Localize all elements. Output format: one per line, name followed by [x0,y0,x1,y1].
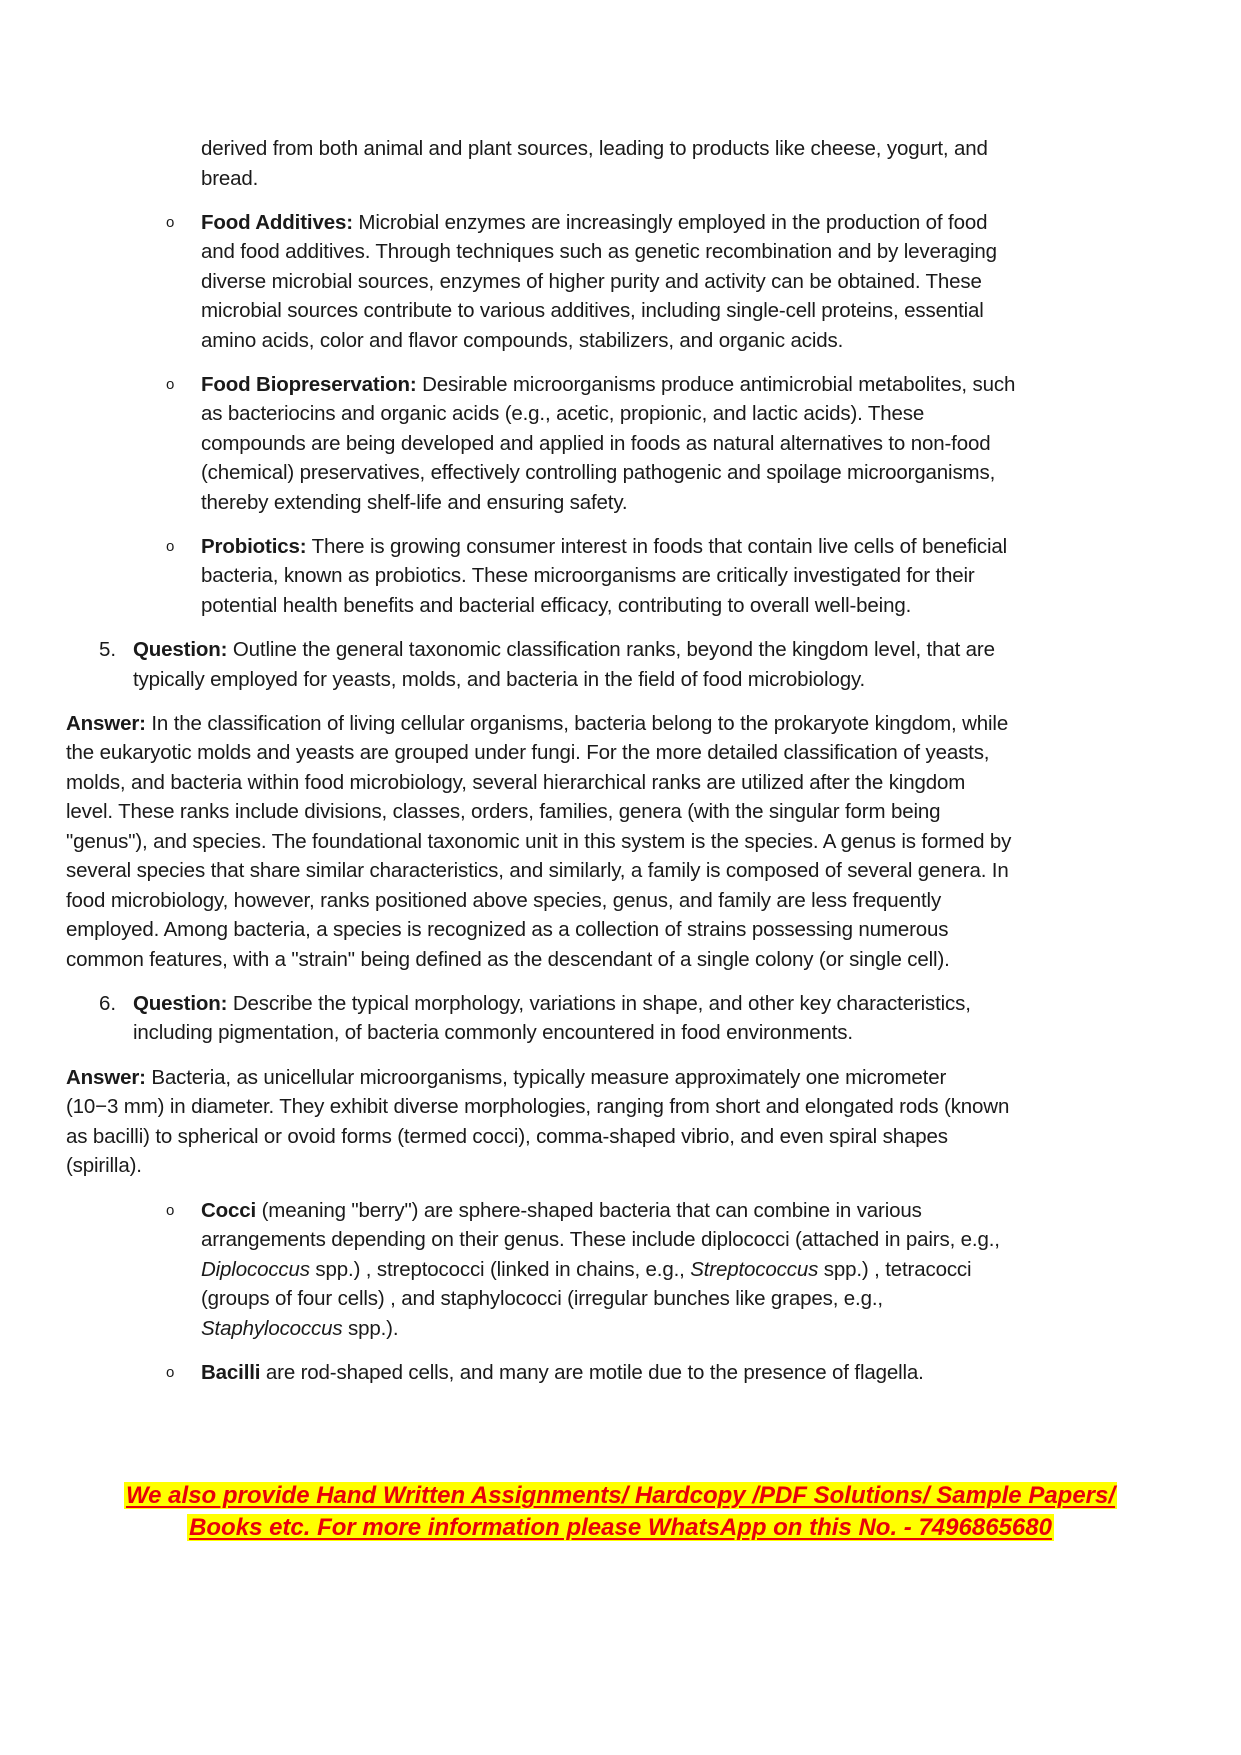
bullet-title: Bacilli [201,1361,261,1384]
footer-promo-line-2: Books etc. For more information please WhatsApp on this No. - 7496865680 [189,1514,1052,1541]
bullet-circle-icon: o [166,1202,175,1219]
bullet-title: Cocci [201,1199,257,1222]
question-number: 6. [99,992,117,1015]
bullet-circle-icon: o [166,376,175,393]
genus-name: Streptococcus [690,1258,819,1281]
answer-line: common features, with a "strain" being defined as the descendant of a single colony (or single cell). [66,948,950,971]
question-6: Question: Describe the typical morphology, variations in shape, and other key characteristics, [133,992,971,1015]
bullet-line: compounds are being developed and applied in foods as natural alternatives to non-food [201,432,991,455]
answer-6: Answer: Bacteria, as unicellular microorganisms, typically measure approximately one micrometer [66,1066,947,1089]
question-number: 5. [99,638,117,661]
bullet-circle-icon: o [166,1364,175,1381]
answer-line: food microbiology, however, ranks positioned above species, genus, and family are less frequently [66,889,942,912]
bullet-line: amino acids, color and flavor compounds, stabilizers, and organic acids. [201,329,844,352]
bullet-circle-icon: o [166,214,175,231]
answer-line: "genus"), and species. The foundational taxonomic unit in this system is the species. A genus is formed by [66,830,1012,853]
answer-line: (spirilla). [66,1154,142,1177]
answer-line: employed. Among bacteria, a species is recognized as a collection of strains possessing numerous [66,918,949,941]
answer-5: Answer: In the classification of living cellular organisms, bacteria belong to the prokaryote kingdom, while [66,712,1009,735]
bullet-line: bacteria, known as probiotics. These microorganisms are critically investigated for their [201,564,975,587]
answer-line: several species that share similar characteristics, and similarly, a family is composed of several genera. In [66,859,1009,882]
bullet-item-cocci: Cocci (meaning "berry") are sphere-shaped bacteria that can combine in various [201,1199,922,1222]
bullet-line: diverse microbial sources, enzymes of higher purity and activity can be obtained. These [201,270,982,293]
footer-promo-line-1: We also provide Hand Written Assignments/ Hardcopy /PDF Solutions/ Sample Papers/ [125,1482,1116,1509]
answer-label: Answer: [66,712,146,735]
answer-line: the eukaryotic molds and yeasts are grouped under fungi. For the more detailed classification of yeasts, [66,741,990,764]
bullet-line: arrangements depending on their genus. These include diplococci (attached in pairs, e.g., [201,1228,1000,1251]
bullet-item-food-additives: Food Additives: Microbial enzymes are increasingly employed in the production of food [201,211,988,234]
bullet-line: (chemical) preservatives, effectively controlling pathogenic and spoilage microorganisms, [201,461,996,484]
answer-line: as bacilli) to spherical or ovoid forms (termed cocci), comma-shaped vibrio, and even spiral shapes [66,1125,948,1148]
bullet-line: microbial sources contribute to various additives, including single-cell proteins, essential [201,299,984,322]
bullet-line: Diplococcus spp.) , streptococci (linked in chains, e.g., Streptococcus spp.) , tetracocci [201,1258,972,1281]
bullet-line: as bacteriocins and organic acids (e.g., acetic, propionic, and lactic acids). These [201,402,925,425]
question-line: including pigmentation, of bacteria commonly encountered in food environments. [133,1021,853,1044]
bullet-item-bacilli: Bacilli are rod-shaped cells, and many are motile due to the presence of flagella. [201,1361,924,1384]
bullet-line: thereby extending shelf-life and ensuring safety. [201,491,628,514]
bullet-title: Food Biopreservation: [201,373,417,396]
bullet-item-food-biopreservation: Food Biopreservation: Desirable microorganisms produce antimicrobial metabolites, such [201,373,1016,396]
bullet-title: Probiotics: [201,535,307,558]
bullet-line: Staphylococcus spp.). [201,1317,399,1340]
answer-line: molds, and bacteria within food microbiology, several hierarchical ranks are utilized after the kingdom [66,771,966,794]
answer-line: level. These ranks include divisions, classes, orders, families, genera (with the singular form being [66,800,941,823]
bullet-line: and food additives. Through techniques such as genetic recombination and by leveraging [201,240,997,263]
bullet-line: potential health benefits and bacterial efficacy, contributing to overall well-being. [201,594,912,617]
continuation-line: bread. [201,167,259,190]
bullet-title: Food Additives: [201,211,353,234]
question-label: Question: [133,992,228,1015]
bullet-item-probiotics: Probiotics: There is growing consumer interest in foods that contain live cells of beneficial [201,535,1008,558]
genus-name: Staphylococcus [201,1317,343,1340]
continuation-line: derived from both animal and plant sources, leading to products like cheese, yogurt, and [201,137,988,160]
answer-line: (10−3 mm) in diameter. They exhibit diverse morphologies, ranging from short and elongated rods (known [66,1095,1010,1118]
question-5: Question: Outline the general taxonomic classification ranks, beyond the kingdom level, that are [133,638,995,661]
bullet-line: (groups of four cells) , and staphylococci (irregular bunches like grapes, e.g., [201,1287,883,1310]
question-label: Question: [133,638,228,661]
bullet-circle-icon: o [166,538,175,555]
answer-label: Answer: [66,1066,146,1089]
question-line: typically employed for yeasts, molds, and bacteria in the field of food microbiology. [133,668,866,691]
genus-name: Diplococcus [201,1258,310,1281]
